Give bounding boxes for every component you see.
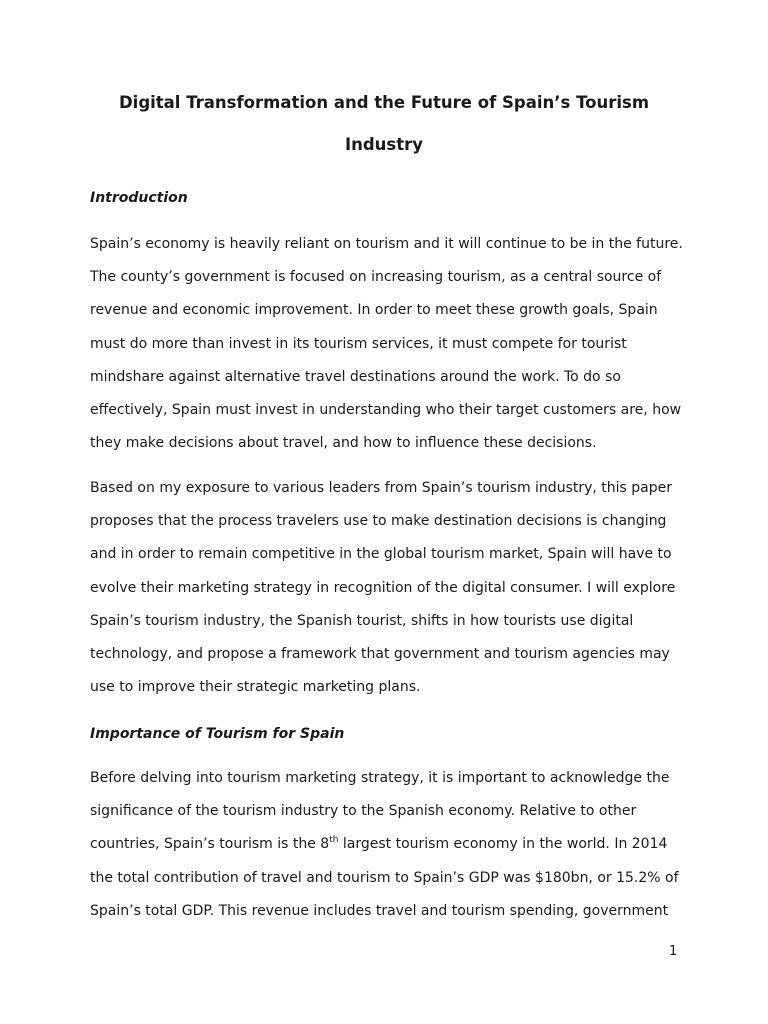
section-heading-introduction: Introduction xyxy=(90,190,188,206)
ordinal-superscript: th xyxy=(329,834,339,845)
line-text-before-superscript: countries, Spain’s tourism is the 8 xyxy=(90,836,330,853)
section-heading-importance: Importance of Tourism for Spain xyxy=(90,726,345,742)
paragraph-line: Spain’s total GDP. This revenue includes travel and tourism spending, government xyxy=(90,902,669,919)
paragraph-line: the total contribution of travel and tourism to Spain’s GDP was $180bn, or 15.2% of xyxy=(90,869,679,886)
paragraph-line: significance of the tourism industry to the Spanish economy. Relative to other xyxy=(90,803,637,820)
paragraph-line: Before delving into tourism marketing strategy, it is important to acknowledge the xyxy=(90,770,670,786)
page-number: 1 xyxy=(669,944,678,959)
paragraph-importance-1 xyxy=(90,762,690,928)
paragraph-line: mindshare against alternative travel destinations around the work. To do so xyxy=(90,368,621,385)
paragraph-line: effectively, Spain must invest in understanding who their target customers are, how xyxy=(90,402,682,419)
paragraph-line: Spain’s economy is heavily reliant on tourism and it will continue to be in the future. xyxy=(90,236,683,252)
paragraph-intro-2 xyxy=(90,472,690,704)
paragraph-line: Spain’s tourism industry, the Spanish tourist, shifts in how tourists use digital xyxy=(90,612,634,629)
paragraph-line: they make decisions about travel, and how to influence these decisions. xyxy=(90,435,597,452)
line-text-after-superscript: largest tourism economy in the world. In 2014 xyxy=(338,836,668,853)
paragraph-line: The county’s government is focused on increasing tourism, as a central source of xyxy=(90,269,662,286)
paragraph-line: revenue and economic improvement. In order to meet these growth goals, Spain xyxy=(90,302,658,319)
paragraph-line: use to improve their strategic marketing plans. xyxy=(90,679,421,696)
paragraph-line: evolve their marketing strategy in recognition of the digital consumer. I will explore xyxy=(90,579,676,596)
document-title-line-1: Digital Transformation and the Future of Spain’s Tourism xyxy=(118,93,650,112)
paragraph-line: must do more than invest in its tourism services, it must compete for tourist xyxy=(90,335,627,352)
paragraph-line: technology, and propose a framework that government and tourism agencies may xyxy=(90,646,670,663)
paragraph-line: proposes that the process travelers use to make destination decisions is changing xyxy=(90,513,667,530)
document-title-line-2: Industry xyxy=(344,135,424,154)
paragraph-line: Based on my exposure to various leaders from Spain’s tourism industry, this paper xyxy=(90,480,673,496)
paragraph-line: and in order to remain competitive in the global tourism market, Spain will have to xyxy=(90,546,672,563)
paragraph-line-with-superscript xyxy=(90,828,690,861)
paragraph-intro-1 xyxy=(90,228,690,460)
